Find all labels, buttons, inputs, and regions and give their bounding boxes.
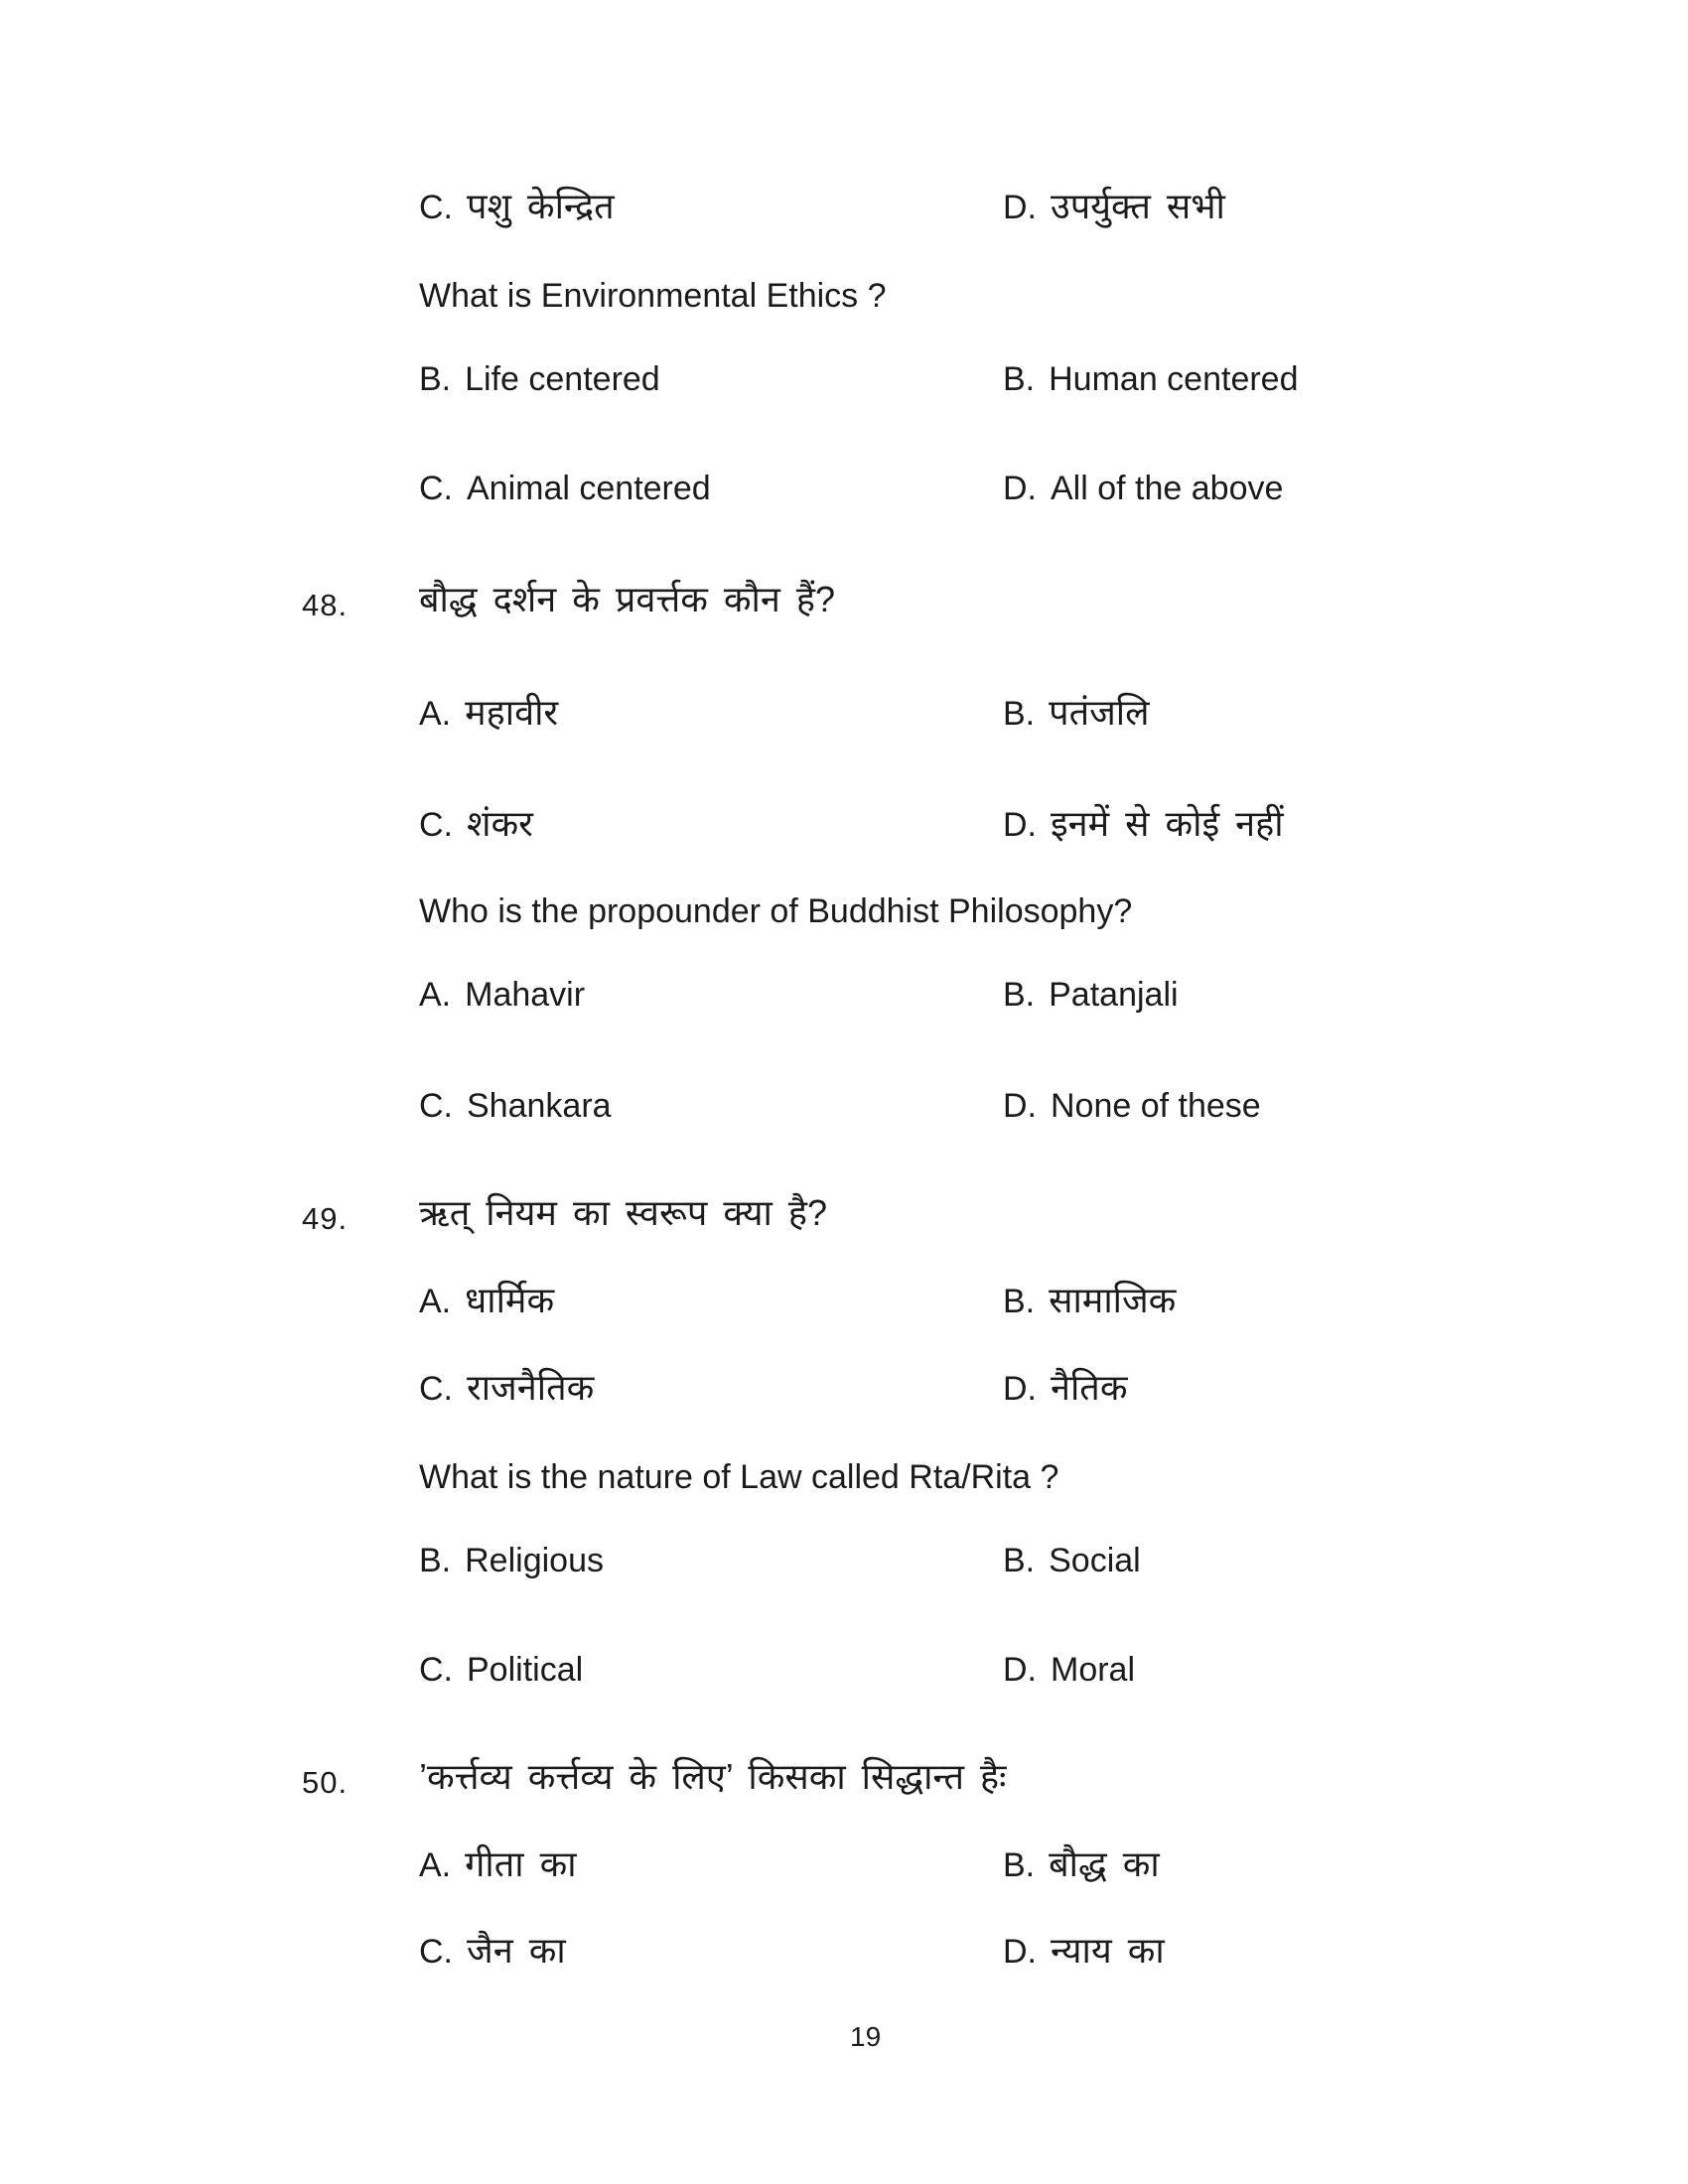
option-text: इनमें से कोई नहीं — [1051, 803, 1284, 844]
option-letter: B. — [1003, 976, 1036, 1014]
q48-english-question: Who is the propounder of Buddhist Philosophy? — [419, 892, 1133, 930]
option-text: नैतिक — [1051, 1367, 1128, 1408]
q49-english-option-d — [1003, 1648, 1135, 1692]
option-letter: B. — [1003, 1846, 1036, 1884]
q48-english-option-c — [419, 1084, 612, 1128]
option-text: महावीर — [465, 692, 559, 733]
option-letter: C. — [419, 1370, 453, 1408]
page-number: 19 — [850, 2021, 882, 2052]
q48-hindi-option-b — [1003, 691, 1150, 736]
q48-number: 48. — [302, 588, 349, 622]
option-text: सामाजिक — [1049, 1280, 1177, 1320]
option-text: Mahavir — [465, 976, 586, 1014]
option-text: धार्मिक — [465, 1280, 555, 1320]
option-text: पतंजलि — [1049, 692, 1150, 733]
q48-english-option-d — [1003, 1084, 1261, 1128]
option-text: उपर्युक्त सभी — [1051, 186, 1225, 226]
option-letter: D. — [1003, 1933, 1037, 1971]
option-text: None of these — [1051, 1087, 1261, 1125]
option-text: Moral — [1051, 1651, 1136, 1689]
option-letter: B. — [1003, 1283, 1036, 1320]
option-text: Political — [467, 1651, 584, 1689]
option-text: Religious — [465, 1542, 604, 1579]
q49-hindi-question: ऋत् नियम का स्वरूप क्या है? — [419, 1192, 827, 1233]
q49-english-option-b1 — [419, 1539, 604, 1582]
option-letter: D. — [1003, 1087, 1037, 1125]
option-letter: C. — [419, 470, 453, 507]
option-letter: C. — [419, 1651, 453, 1689]
option-letter: D. — [1003, 1370, 1037, 1408]
q47-hindi-option-c — [419, 185, 615, 229]
option-letter: A. — [419, 695, 452, 733]
option-letter: A. — [419, 976, 452, 1014]
q50-number: 50. — [302, 1765, 349, 1800]
option-text: बौद्ध का — [1049, 1843, 1160, 1884]
option-letter: D. — [1003, 1651, 1037, 1689]
q47-english-option-d — [1003, 467, 1283, 510]
q48-hindi-option-d — [1003, 802, 1284, 847]
q47-english-question: What is Environmental Ethics ? — [419, 277, 887, 315]
q49-hindi-option-b — [1003, 1279, 1176, 1323]
option-text: शंकर — [467, 803, 533, 844]
q48-hindi-option-a — [419, 691, 558, 736]
q48-english-option-b — [1003, 973, 1179, 1017]
q48-english-option-a — [419, 973, 585, 1017]
option-letter: C. — [419, 806, 453, 844]
q50-hindi-option-a — [419, 1843, 577, 1887]
option-text: जैन का — [467, 1930, 566, 1971]
option-text: Patanjali — [1049, 976, 1179, 1014]
option-letter: B. — [1003, 1542, 1036, 1579]
option-letter: B. — [1003, 695, 1036, 733]
option-letter: D. — [1003, 470, 1037, 507]
option-letter: C. — [419, 1933, 453, 1971]
option-text: पशु केन्द्रित — [467, 186, 615, 226]
q49-english-option-c — [419, 1648, 583, 1692]
option-text: राजनैतिक — [467, 1367, 595, 1408]
q49-number: 49. — [302, 1201, 349, 1236]
q50-hindi-option-d — [1003, 1929, 1165, 1974]
q49-hindi-option-a — [419, 1279, 554, 1323]
q49-hindi-option-d — [1003, 1366, 1127, 1411]
option-text: न्याय का — [1051, 1930, 1165, 1971]
q47-english-option-c — [419, 467, 711, 510]
q47-english-option-b2 — [1003, 357, 1299, 401]
option-text: Human centered — [1049, 360, 1299, 398]
option-text: Animal centered — [467, 470, 711, 507]
option-letter: B. — [419, 360, 452, 398]
q50-hindi-option-c — [419, 1929, 566, 1974]
q49-english-option-b2 — [1003, 1539, 1141, 1582]
option-letter: A. — [419, 1283, 452, 1320]
option-text: गीता का — [465, 1843, 577, 1884]
option-text: Social — [1049, 1542, 1141, 1579]
q47-hindi-option-d — [1003, 185, 1225, 229]
option-letter: A. — [419, 1846, 452, 1884]
q48-hindi-option-c — [419, 802, 533, 847]
option-text: Shankara — [467, 1087, 612, 1125]
option-letter: D. — [1003, 806, 1037, 844]
option-letter: B. — [419, 1542, 452, 1579]
q49-english-question: What is the nature of Law called Rta/Rita ? — [419, 1458, 1059, 1496]
option-letter: B. — [1003, 360, 1036, 398]
option-letter: C. — [419, 1087, 453, 1125]
option-letter: D. — [1003, 189, 1037, 226]
q50-hindi-option-b — [1003, 1843, 1160, 1887]
q48-hindi-question: बौद्ध दर्शन के प्रवर्त्तक कौन हैं? — [419, 579, 835, 619]
option-text: All of the above — [1051, 470, 1284, 507]
q50-hindi-question: ’कर्त्तव्य कर्त्तव्य के लिए’ किसका सिद्धान्त हैः — [419, 1756, 1007, 1797]
q47-english-option-b1 — [419, 357, 660, 401]
option-letter: C. — [419, 189, 453, 226]
option-text: Life centered — [465, 360, 660, 398]
q49-hindi-option-c — [419, 1366, 594, 1411]
